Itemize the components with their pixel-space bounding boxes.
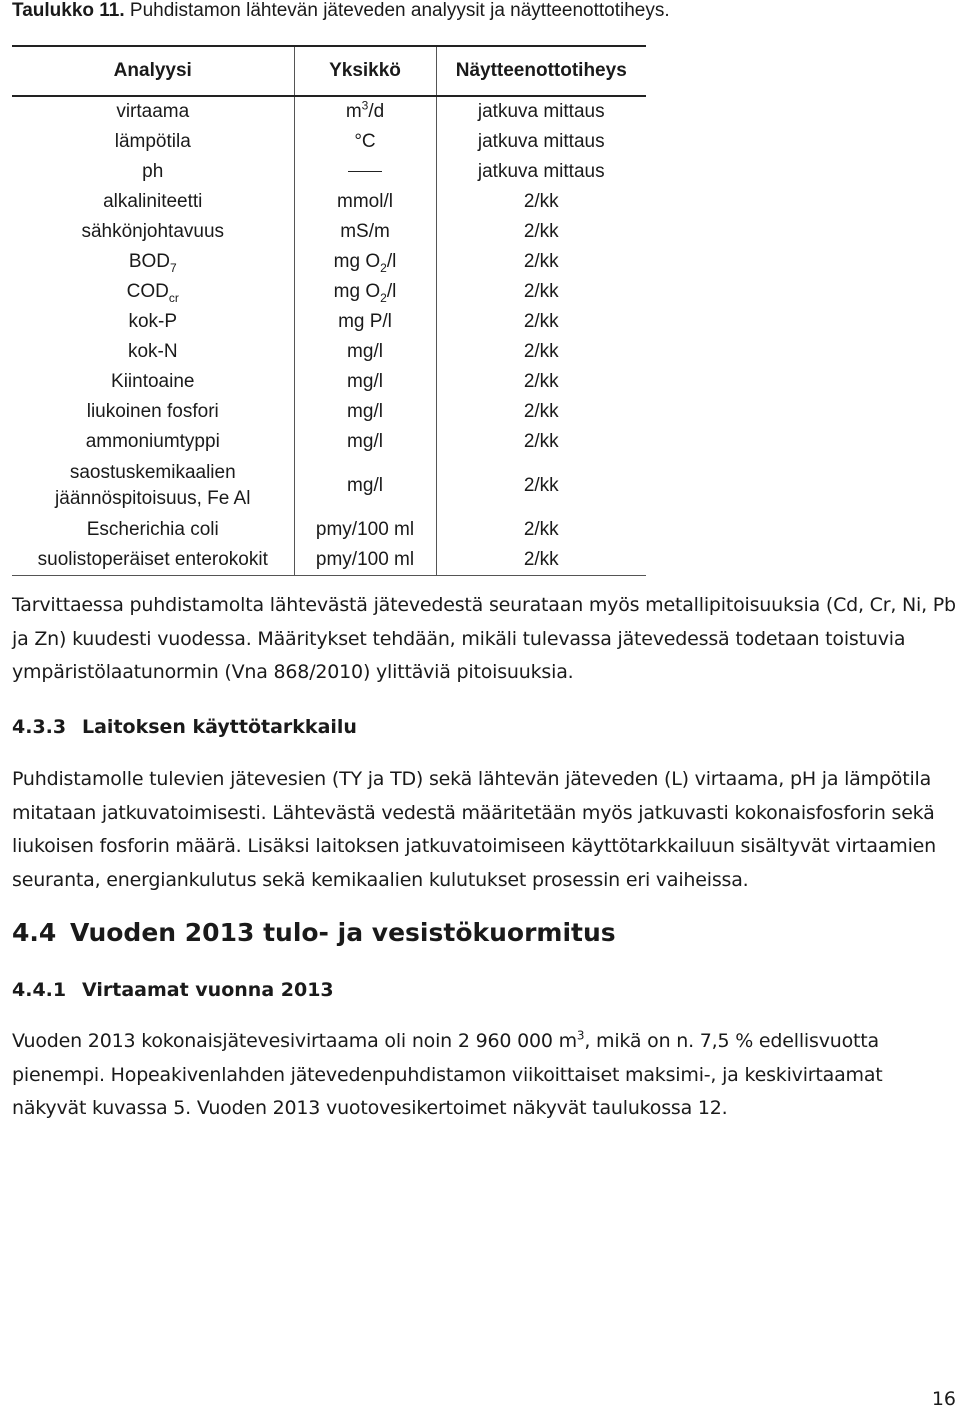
cell-yksikko: mg/l	[294, 427, 436, 457]
cell-naytteenottotiheys: 2/kk	[436, 545, 646, 576]
cell-yksikko: mg $O_2/l$	[294, 277, 436, 307]
heading-number: 4.3.3	[12, 716, 67, 738]
table-row	[12, 457, 646, 515]
paragraph-text: , mikä on n. 7,5 % edellisvuotta pienempi. Hopeakivenlahden jätevedenpuhdistamon viikoittaiset maksimi-, ja keskivirtaamat näkyvät kuvassa 5. Vuoden 2013 vuotovesikertoimet näkyvät taulukossa 12.	[12, 1030, 883, 1119]
cell-naytteenottotiheys: 2/kk	[523, 371, 559, 392]
cell-naytteenottotiheys: 2/kk	[523, 475, 559, 496]
table-row	[12, 337, 646, 367]
table-row	[12, 515, 646, 545]
heading-4-4-1	[12, 979, 334, 1001]
cell-yksikko: mmol/l	[294, 187, 436, 217]
cell-analyysi: $BOD_7$	[128, 251, 177, 275]
table-row	[12, 367, 646, 397]
heading-4-3-3	[12, 716, 357, 738]
table-row	[12, 397, 646, 427]
paragraph-flows	[12, 1025, 957, 1126]
cell-analyysi: kok-N	[127, 341, 178, 362]
cell-analyysi: virtaama	[116, 101, 190, 122]
cell-yksikko: mS/m	[294, 217, 436, 247]
cell-analyysi: $COD_{cr}$	[126, 281, 179, 305]
table-row	[12, 96, 646, 127]
analysis-table	[12, 45, 646, 576]
cell-yksikko: mg/l	[294, 337, 436, 367]
cell-naytteenottotiheys: 2/kk	[523, 221, 559, 242]
cell-naytteenottotiheys: 2/kk	[523, 311, 559, 332]
cell-yksikko: mg P/l	[294, 307, 436, 337]
cell-analyysi: Escherichia coli	[86, 519, 219, 540]
table-row	[12, 307, 646, 337]
caption-text: Puhdistamon lähtevän jäteveden analyysit ja näytteenottotiheys.	[124, 0, 670, 21]
cell-yksikko: pmy/100 ml	[294, 515, 436, 545]
table-row	[12, 277, 646, 307]
cell-analyysi: liukoinen fosfori	[86, 401, 219, 422]
cell-naytteenottotiheys: 2/kk	[523, 431, 559, 452]
heading-title: Virtaamat vuonna 2013	[82, 979, 334, 1001]
page-number: 16	[931, 1388, 956, 1410]
cell-naytteenottotiheys: jatkuva mittaus	[477, 131, 605, 152]
table-row	[12, 545, 646, 576]
cell-yksikko: pmy/100 ml	[294, 545, 436, 576]
table-row	[12, 217, 646, 247]
cell-analyysi: ph	[142, 161, 164, 182]
cell-analyysi: sähkönjohtavuus	[81, 221, 225, 242]
heading-title: Vuoden 2013 tulo- ja vesistökuormitus	[70, 918, 616, 947]
cell-yksikko: mg/l	[294, 457, 436, 515]
cell-naytteenottotiheys: 2/kk	[523, 281, 559, 302]
header-naytteenottotiheys: Näytteenottotiheys	[436, 46, 646, 96]
paragraph-metals: Tarvittaessa puhdistamolta lähtevästä jätevedestä seurataan myös metallipitoisuuksia (Cd, Cr, Ni, Pb ja Zn) kuudesti vuodessa. Määritykset tehdään, mikäli tulevassa jätevedessä todetaan toistuvia ympäristölaatunormin (Vna 868/2010) ylittäviä pitoisuuksia.	[12, 594, 956, 683]
cell-analyysi: lämpötila	[114, 131, 191, 152]
table-row	[12, 247, 646, 277]
cell-analyysi: alkaliniteetti	[103, 191, 203, 212]
cell-naytteenottotiheys: 2/kk	[523, 519, 559, 540]
cell-analyysi: Kiintoaine	[111, 371, 195, 392]
cell-naytteenottotiheys: 2/kk	[523, 191, 559, 212]
cell-analyysi: saostuskemikaalien jäännöspitoisuus, Fe Al	[55, 462, 251, 509]
cell-yksikko: mg/l	[294, 397, 436, 427]
cell-yksikko	[294, 157, 436, 187]
header-analyysi: Analyysi	[12, 46, 294, 96]
heading-number: 4.4.1	[12, 979, 67, 1001]
superscript: 3	[576, 1028, 585, 1043]
cell-analyysi: kok-P	[128, 311, 178, 332]
cell-naytteenottotiheys: jatkuva mittaus	[477, 101, 605, 122]
cell-yksikko: $m^3/d$	[294, 96, 436, 127]
cell-yksikko: °C	[294, 127, 436, 157]
cell-naytteenottotiheys: 2/kk	[523, 251, 559, 272]
cell-naytteenottotiheys: jatkuva mittaus	[477, 161, 605, 182]
dash-line	[348, 171, 382, 172]
cell-naytteenottotiheys: 2/kk	[523, 341, 559, 362]
table-body	[12, 96, 646, 576]
paragraph-text: Vuoden 2013 kokonaisjätevesivirtaama oli noin 2 960 000 m	[12, 1030, 577, 1052]
cell-analyysi: suolistoperäiset enterokokit	[12, 545, 294, 576]
table-row	[12, 127, 646, 157]
table-header-row	[12, 46, 646, 96]
table-caption	[12, 0, 670, 22]
table-row	[12, 187, 646, 217]
cell-naytteenottotiheys: 2/kk	[523, 401, 559, 422]
cell-yksikko: mg $O_2/l$	[294, 247, 436, 277]
table-row	[12, 427, 646, 457]
paragraph-monitoring: Puhdistamolle tulevien jätevesien (TY ja TD) sekä lähtevän jäteveden (L) virtaama, pH ja lämpötila mitataan jatkuvatoimisesti. Lähtevästä vedestä määritetään myös jatkuvasti kokonaisfosforin sekä liukoisen fosforin määrä. Lisäksi laitoksen jatkuvatoimiseen käyttötarkkailuun sisältyvät virtaamien seuranta, energiankulutus sekä kemikaalien kulutukset prosessin eri vaiheissa.	[12, 768, 936, 891]
caption-label: Taulukko 11.	[12, 0, 125, 21]
heading-number: 4.4	[12, 918, 57, 947]
heading-4-4	[12, 918, 616, 947]
header-yksikko: Yksikkö	[294, 46, 436, 96]
heading-title: Laitoksen käyttötarkkailu	[82, 716, 357, 738]
cell-analyysi: ammoniumtyppi	[85, 431, 220, 452]
cell-yksikko: mg/l	[294, 367, 436, 397]
table-row	[12, 157, 646, 187]
